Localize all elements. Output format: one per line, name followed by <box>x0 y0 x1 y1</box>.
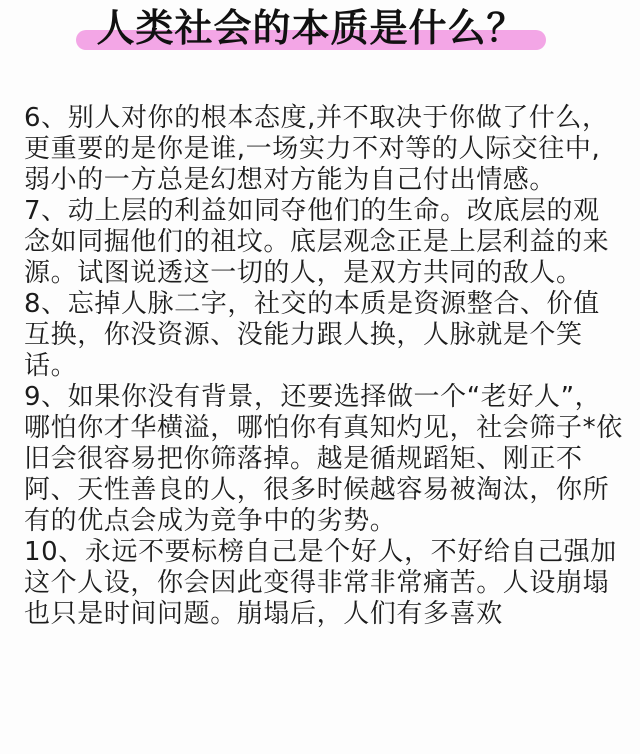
title-banner <box>76 4 546 56</box>
paragraph-6: 6、别人对你的根本态度,并不取决于你做了什么，更重要的是你是谁,一场实力不对等的人际交往中,弱小的一方总是幻想对方能为自己付出情感。 <box>24 103 609 195</box>
paragraph-10: 10、永远不要标榜自己是个好人，不好给自己强加这个人设，你会因此变得非常非常痛苦。人设崩塌也只是时间问题。崩塌后，人们有多喜欢 <box>24 537 617 629</box>
article-body <box>24 103 624 630</box>
paragraph-8: 8、忘掉人脉二字，社交的本质是资源整合、价值互换，你没资源、没能力跟人换，人脉就是个笑话。 <box>24 289 600 381</box>
paragraph-7: 7、动上层的利益如同夺他们的生命。改底层的观念如同掘他们的祖坟。底层观念正是上层利益的来源。试图说透这一切的人，是双方共同的敌人。 <box>24 196 610 288</box>
page-title: 人类社会的本质是什么？ <box>96 6 526 50</box>
paragraph-9: 9、如果你没有背景，还要选择做一个“老好人”，哪怕你才华横溢，哪怕你有真知灼见，社会筛子*依旧会很容易把你筛落掉。越是循规蹈矩、刚正不阿、天性善良的人，很多时候越容易被淘汰，你所有的优点会成为竞争中的劣势。 <box>24 382 623 536</box>
